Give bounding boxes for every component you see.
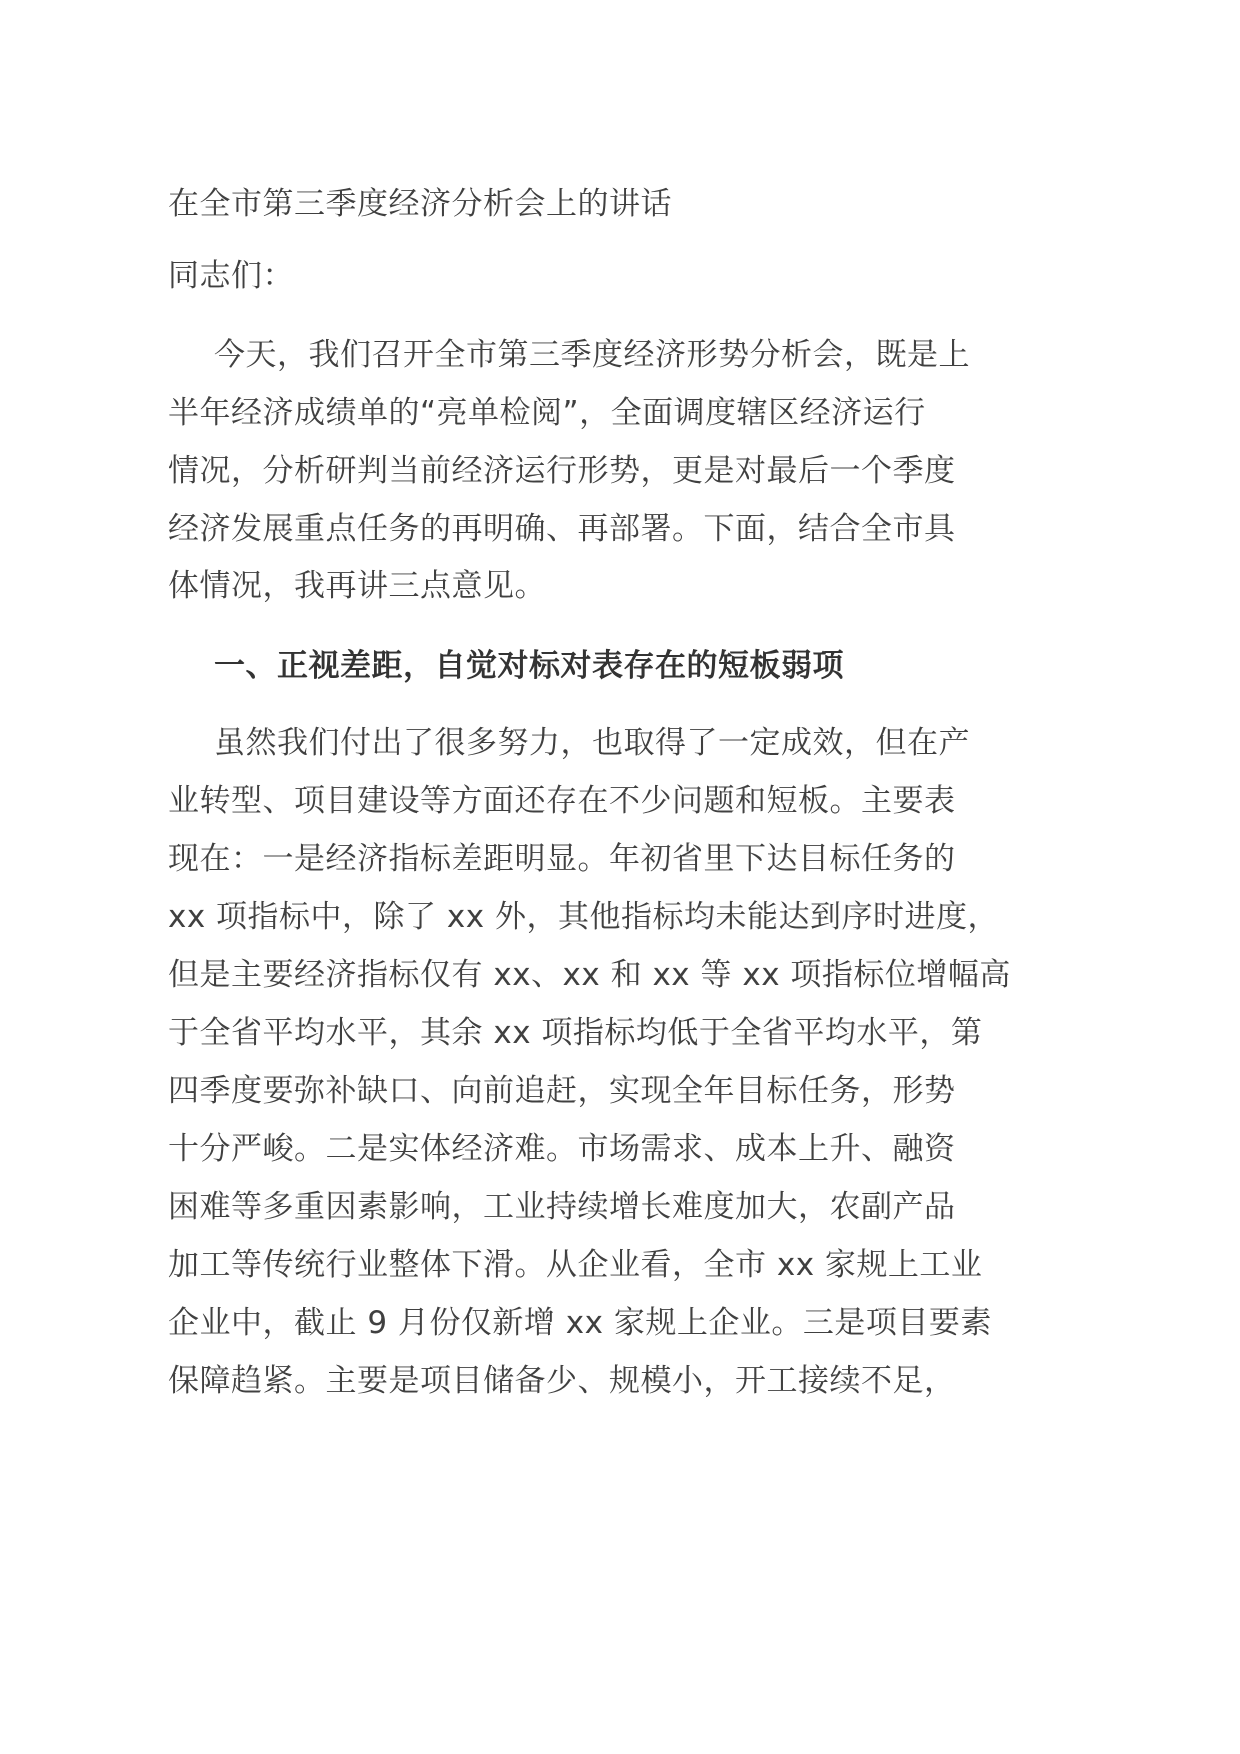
- paragraph-line: 四季度要弥补缺口、向前追赶，实现全年目标任务，形势: [168, 1073, 956, 1109]
- paragraph-line: 虽然我们付出了很多努力，也取得了一定成效，但在产: [214, 725, 970, 761]
- section-heading: 一、正视差距，自觉对标对表存在的短板弱项: [214, 648, 844, 684]
- paragraph-line: 保障趋紧。主要是项目储备少、规模小，开工接续不足，: [168, 1363, 956, 1399]
- paragraph-line: 加工等传统行业整体下滑。从企业看，全市 xx 家规上工业: [168, 1247, 983, 1283]
- paragraph-line: 半年经济成绩单的“亮单检阅”，全面调度辖区经济运行: [168, 395, 926, 431]
- paragraph-line: 经济发展重点任务的再明确、再部署。下面，结合全市具: [168, 511, 956, 547]
- paragraph-line: 情况，分析研判当前经济运行形势，更是对最后一个季度: [168, 453, 956, 489]
- paragraph-line: 但是主要经济指标仅有 xx、xx 和 xx 等 xx 项指标位增幅高: [168, 957, 1011, 993]
- document-title: 在全市第三季度经济分析会上的讲话: [168, 186, 672, 222]
- paragraph-line: 困难等多重因素影响，工业持续增长难度加大，农副产品: [168, 1189, 956, 1225]
- paragraph-line: 企业中，截止 9 月份仅新增 xx 家规上企业。三是项目要素: [168, 1305, 992, 1341]
- paragraph-line: 体情况，我再讲三点意见。: [168, 568, 546, 604]
- paragraph-line: 现在：一是经济指标差距明显。年初省里下达目标任务的: [168, 841, 956, 877]
- paragraph-line: 业转型、项目建设等方面还存在不少问题和短板。主要表: [168, 783, 956, 819]
- paragraph-line: 于全省平均水平，其余 xx 项指标均低于全省平均水平，第: [168, 1015, 983, 1051]
- greeting: 同志们：: [168, 258, 294, 294]
- paragraph-line: xx 项指标中，除了 xx 外，其他指标均未能达到序时进度，: [168, 899, 999, 935]
- paragraph-line: 今天，我们召开全市第三季度经济形势分析会，既是上: [214, 337, 970, 373]
- paragraph-line: 十分严峻。二是实体经济难。市场需求、成本上升、融资: [168, 1131, 956, 1167]
